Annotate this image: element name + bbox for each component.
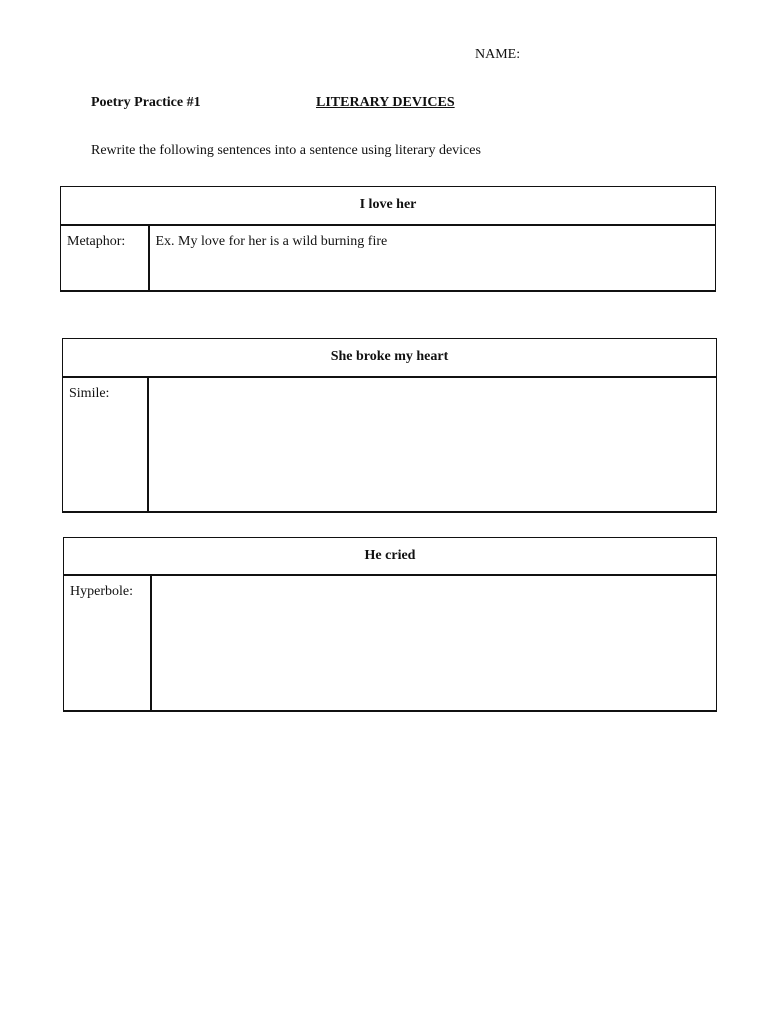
- name-label: NAME:: [475, 47, 521, 62]
- exercise-prompt: She broke my heart: [63, 339, 717, 377]
- topic-title: LITERARY DEVICES: [316, 95, 455, 110]
- instructions-text: Rewrite the following sentences into a sentence using literary devices: [91, 143, 481, 158]
- device-label: Simile:: [63, 377, 148, 512]
- device-label: Hyperbole:: [64, 575, 151, 711]
- exercise-table-hyperbole: [63, 537, 717, 712]
- exercise-prompt: I love her: [61, 187, 716, 225]
- practice-title: Poetry Practice #1: [91, 95, 201, 110]
- answer-field[interactable]: [151, 575, 717, 711]
- exercise-table-simile: [62, 338, 717, 513]
- exercise-prompt: He cried: [64, 538, 717, 575]
- answer-field[interactable]: Ex. My love for her is a wild burning fire: [149, 225, 716, 291]
- device-label: Metaphor:: [61, 225, 149, 291]
- exercise-table-metaphor: [60, 186, 716, 292]
- answer-field[interactable]: [148, 377, 717, 512]
